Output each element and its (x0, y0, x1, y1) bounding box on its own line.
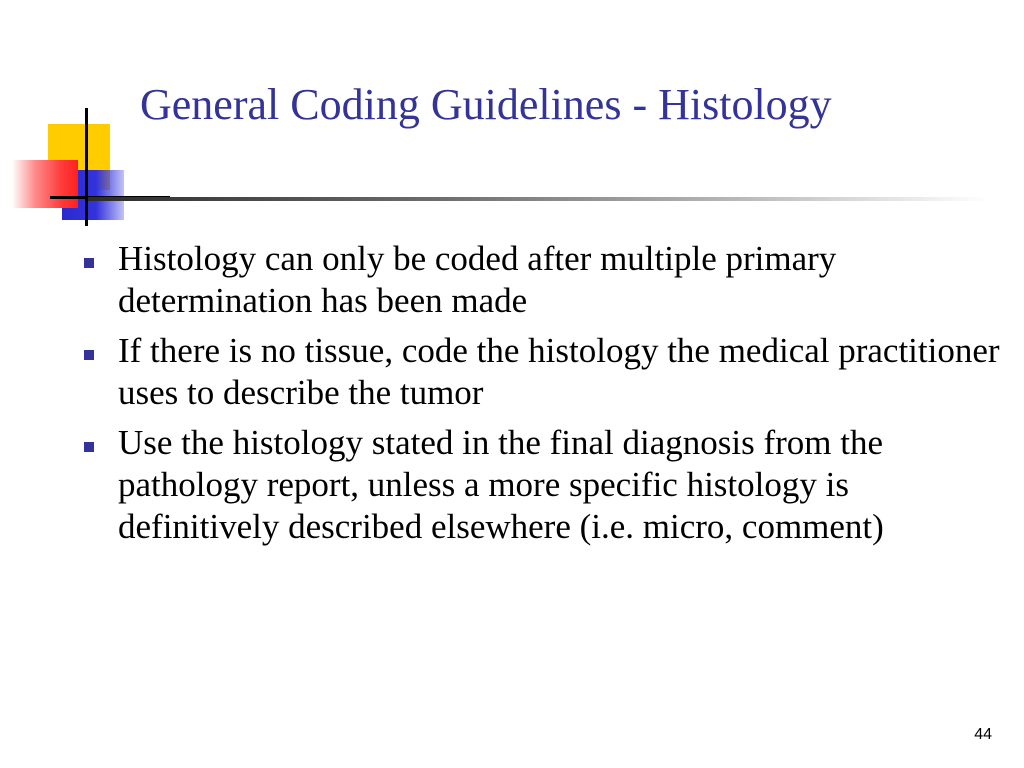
title-underline-rule (88, 197, 988, 201)
bullet-item (80, 330, 1000, 414)
bullet-text: Histology can only be coded after multiple primary determination has been made (118, 239, 837, 320)
square-bullet-icon (84, 442, 94, 452)
vertical-line-decoration (85, 108, 88, 226)
bullet-item (80, 422, 1000, 548)
bullet-list (80, 238, 1000, 556)
slide-title: General Coding Guidelines - Histology (140, 80, 832, 129)
page-number: 44 (974, 726, 992, 743)
bullet-text: Use the histology stated in the final diagnosis from the pathology report, unless a more specific histology is definitively described elsewhere (i.e. micro, comment) (118, 423, 884, 546)
red-block-decoration (12, 160, 78, 208)
bullet-text: If there is no tissue, code the histology the medical practitioner uses to describe the tumor (118, 331, 1000, 412)
square-bullet-icon (84, 350, 94, 360)
bullet-item (80, 238, 1000, 322)
square-bullet-icon (84, 258, 94, 268)
